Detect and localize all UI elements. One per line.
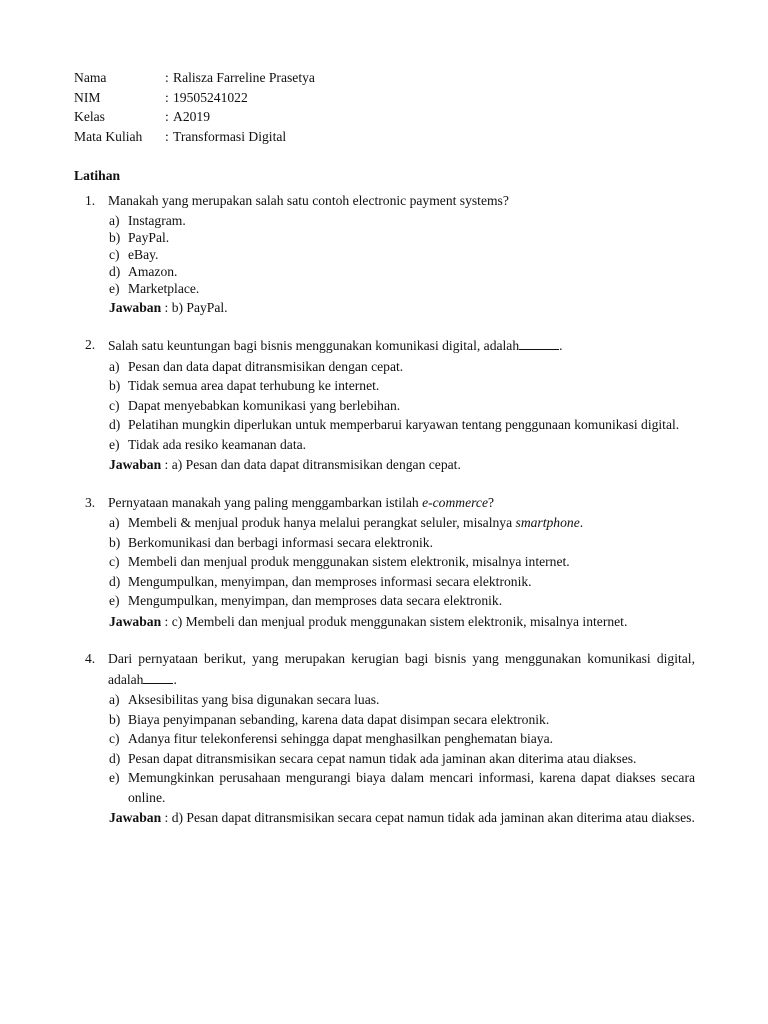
option-text: PayPal. [128,229,170,245]
question-text: Manakah yang merupakan salah satu contoh electronic payment systems? [108,193,509,208]
info-value: Ralisza Farreline Prasetya [173,70,315,85]
option-letter: c) [109,731,120,746]
answer-label: Jawaban [109,299,162,315]
question-header [85,649,695,689]
option-list [109,513,695,611]
option-text-end: . [579,515,584,530]
option-e [109,280,695,297]
option-letter: b) [109,378,121,393]
answer-text: : d) Pesan dapat ditransmisikan secara cepat namun tidak ada jaminan akan diterima atau diakses. [161,810,695,825]
question-number: 1. [85,193,96,208]
question-list [85,191,695,846]
option-d [109,749,695,769]
info-row-nama [74,68,315,88]
option-a [109,212,695,229]
question-2 [85,335,695,475]
option-text: Biaya penyimpanan sebanding, karena data dapat disimpan secara elektronik. [128,711,550,727]
info-separator: : [165,70,169,85]
option-text: Tidak semua area dapat terhubung ke internet. [128,378,380,393]
info-row-nim [74,88,315,108]
info-value: 19505241022 [173,89,248,105]
option-letter: c) [109,246,120,262]
option-letter: a) [109,515,120,530]
option-text: eBay. [128,246,159,262]
option-d [109,572,695,592]
option-text: Marketplace. [128,280,200,296]
option-a [109,357,695,377]
question-number: 3. [85,494,96,510]
info-value: Transformasi Digital [173,128,287,144]
option-text: Pesan dan data dapat ditransmisikan dengan cepat. [128,358,404,374]
option-d [109,415,695,435]
option-letter: d) [109,263,121,279]
question-3 [85,493,695,632]
question-text-main: Pernyataan manakah yang paling menggambarkan istilah [108,494,423,510]
option-text-italic: smartphone [515,515,580,530]
option-c [109,729,695,749]
option-text: Pelatihan mungkin diperlukan untuk memperbarui karyawan tentang penggunaan komunikasi digital. [128,417,680,432]
info-separator: : [165,128,169,144]
option-a [109,690,695,710]
option-c [109,396,695,416]
option-e [109,591,695,611]
option-b [109,710,695,730]
option-text: Pesan dapat ditransmisikan secara cepat namun tidak ada jaminan akan diterima atau diakses. [128,750,637,766]
option-e [109,768,695,807]
info-label: Kelas [74,109,105,124]
question-text [108,335,695,356]
option-letter: e) [109,770,120,785]
question-1 [85,191,695,317]
option-text: Mengumpulkan, menyimpan, dan memproses data secara elektronik. [128,593,503,608]
option-text: Berkomunikasi dan berbagi informasi secara elektronik. [128,534,434,550]
answer [109,612,695,632]
option-list [109,212,695,297]
question-header [85,335,695,356]
info-separator: : [165,109,169,124]
question-number: 2. [85,337,96,352]
option-letter: b) [109,711,121,727]
info-value: A2019 [173,109,211,124]
answer-label: Jawaban [109,457,162,472]
option-c [109,552,695,572]
option-text: Aksesibilitas yang bisa digunakan secara luas. [128,692,380,707]
option-e [109,435,695,455]
question-text-main: Salah satu keuntungan bagi bisnis menggunakan komunikasi digital, adalah [108,338,520,353]
option-text [128,513,695,533]
option-text: Membeli dan menjual produk menggunakan sistem elektronik, misalnya internet. [128,554,570,569]
option-text: Dapat menyebabkan komunikasi yang berlebihan. [128,397,401,413]
info-label: NIM [74,89,101,105]
question-text-end: . [173,671,177,687]
answer [109,455,695,475]
option-c [109,246,695,263]
answer [109,808,695,828]
option-text: Adanya fitur telekonferensi sehingga dapat menghasilkan penghematan biaya. [128,731,554,746]
answer-text: : b) PayPal. [161,299,228,315]
question-text-main: Dari pernyataan berikut, yang merupakan kerugian bagi bisnis yang menggunakan komunikasi digital, adalah [108,651,695,687]
info-separator: : [165,89,169,105]
info-label: Mata Kuliah [74,128,143,144]
option-letter: d) [109,573,121,589]
answer-blank [143,669,173,684]
option-text-main: Membeli & menjual produk hanya melalui perangkat seluler, misalnya [128,515,516,530]
option-b [109,229,695,246]
option-letter: e) [109,593,120,608]
option-d [109,263,695,280]
option-text: Instagram. [128,212,186,228]
option-letter: c) [109,397,120,413]
option-letter: b) [109,534,121,550]
question-number: 4. [85,651,96,666]
answer [109,298,695,318]
option-letter: a) [109,692,120,707]
option-list [109,357,695,455]
option-letter: e) [109,280,120,296]
question-text-italic: e-commerce [422,494,488,510]
section-title: Latihan [74,168,121,183]
option-b [109,533,695,553]
info-row-kelas [74,107,315,127]
question-text-end: ? [488,494,495,510]
answer-blank [519,335,559,350]
option-letter: c) [109,554,120,569]
answer-text: : a) Pesan dan data dapat ditransmisikan dengan cepat. [161,457,461,472]
option-letter: a) [109,358,120,374]
answer-label: Jawaban [109,810,162,825]
option-text: Memungkinkan perusahaan mengurangi biaya dalam mencari informasi, karena dapat diakses secara online. [128,770,695,805]
option-list [109,690,695,807]
option-letter: a) [109,212,120,228]
question-text-end: . [559,338,563,353]
option-text: Mengumpulkan, menyimpan, dan memproses informasi secara elektronik. [128,573,532,589]
info-label: Nama [74,70,107,85]
answer-label: Jawaban [109,613,162,629]
option-letter: d) [109,417,121,432]
option-text: Amazon. [128,263,178,279]
option-letter: b) [109,229,121,245]
option-text: Tidak ada resiko keamanan data. [128,436,307,452]
option-b [109,376,695,396]
answer-text: : c) Membeli dan menjual produk menggunakan sistem elektronik, misalnya internet. [161,613,628,629]
question-text [108,649,695,689]
question-header [85,493,695,513]
question-text [108,493,695,513]
option-letter: e) [109,436,120,452]
question-header [85,191,695,211]
question-4 [85,649,695,828]
info-row-mata-kuliah [74,127,315,147]
option-letter: d) [109,750,121,766]
student-info [74,68,315,146]
option-a [109,513,695,533]
